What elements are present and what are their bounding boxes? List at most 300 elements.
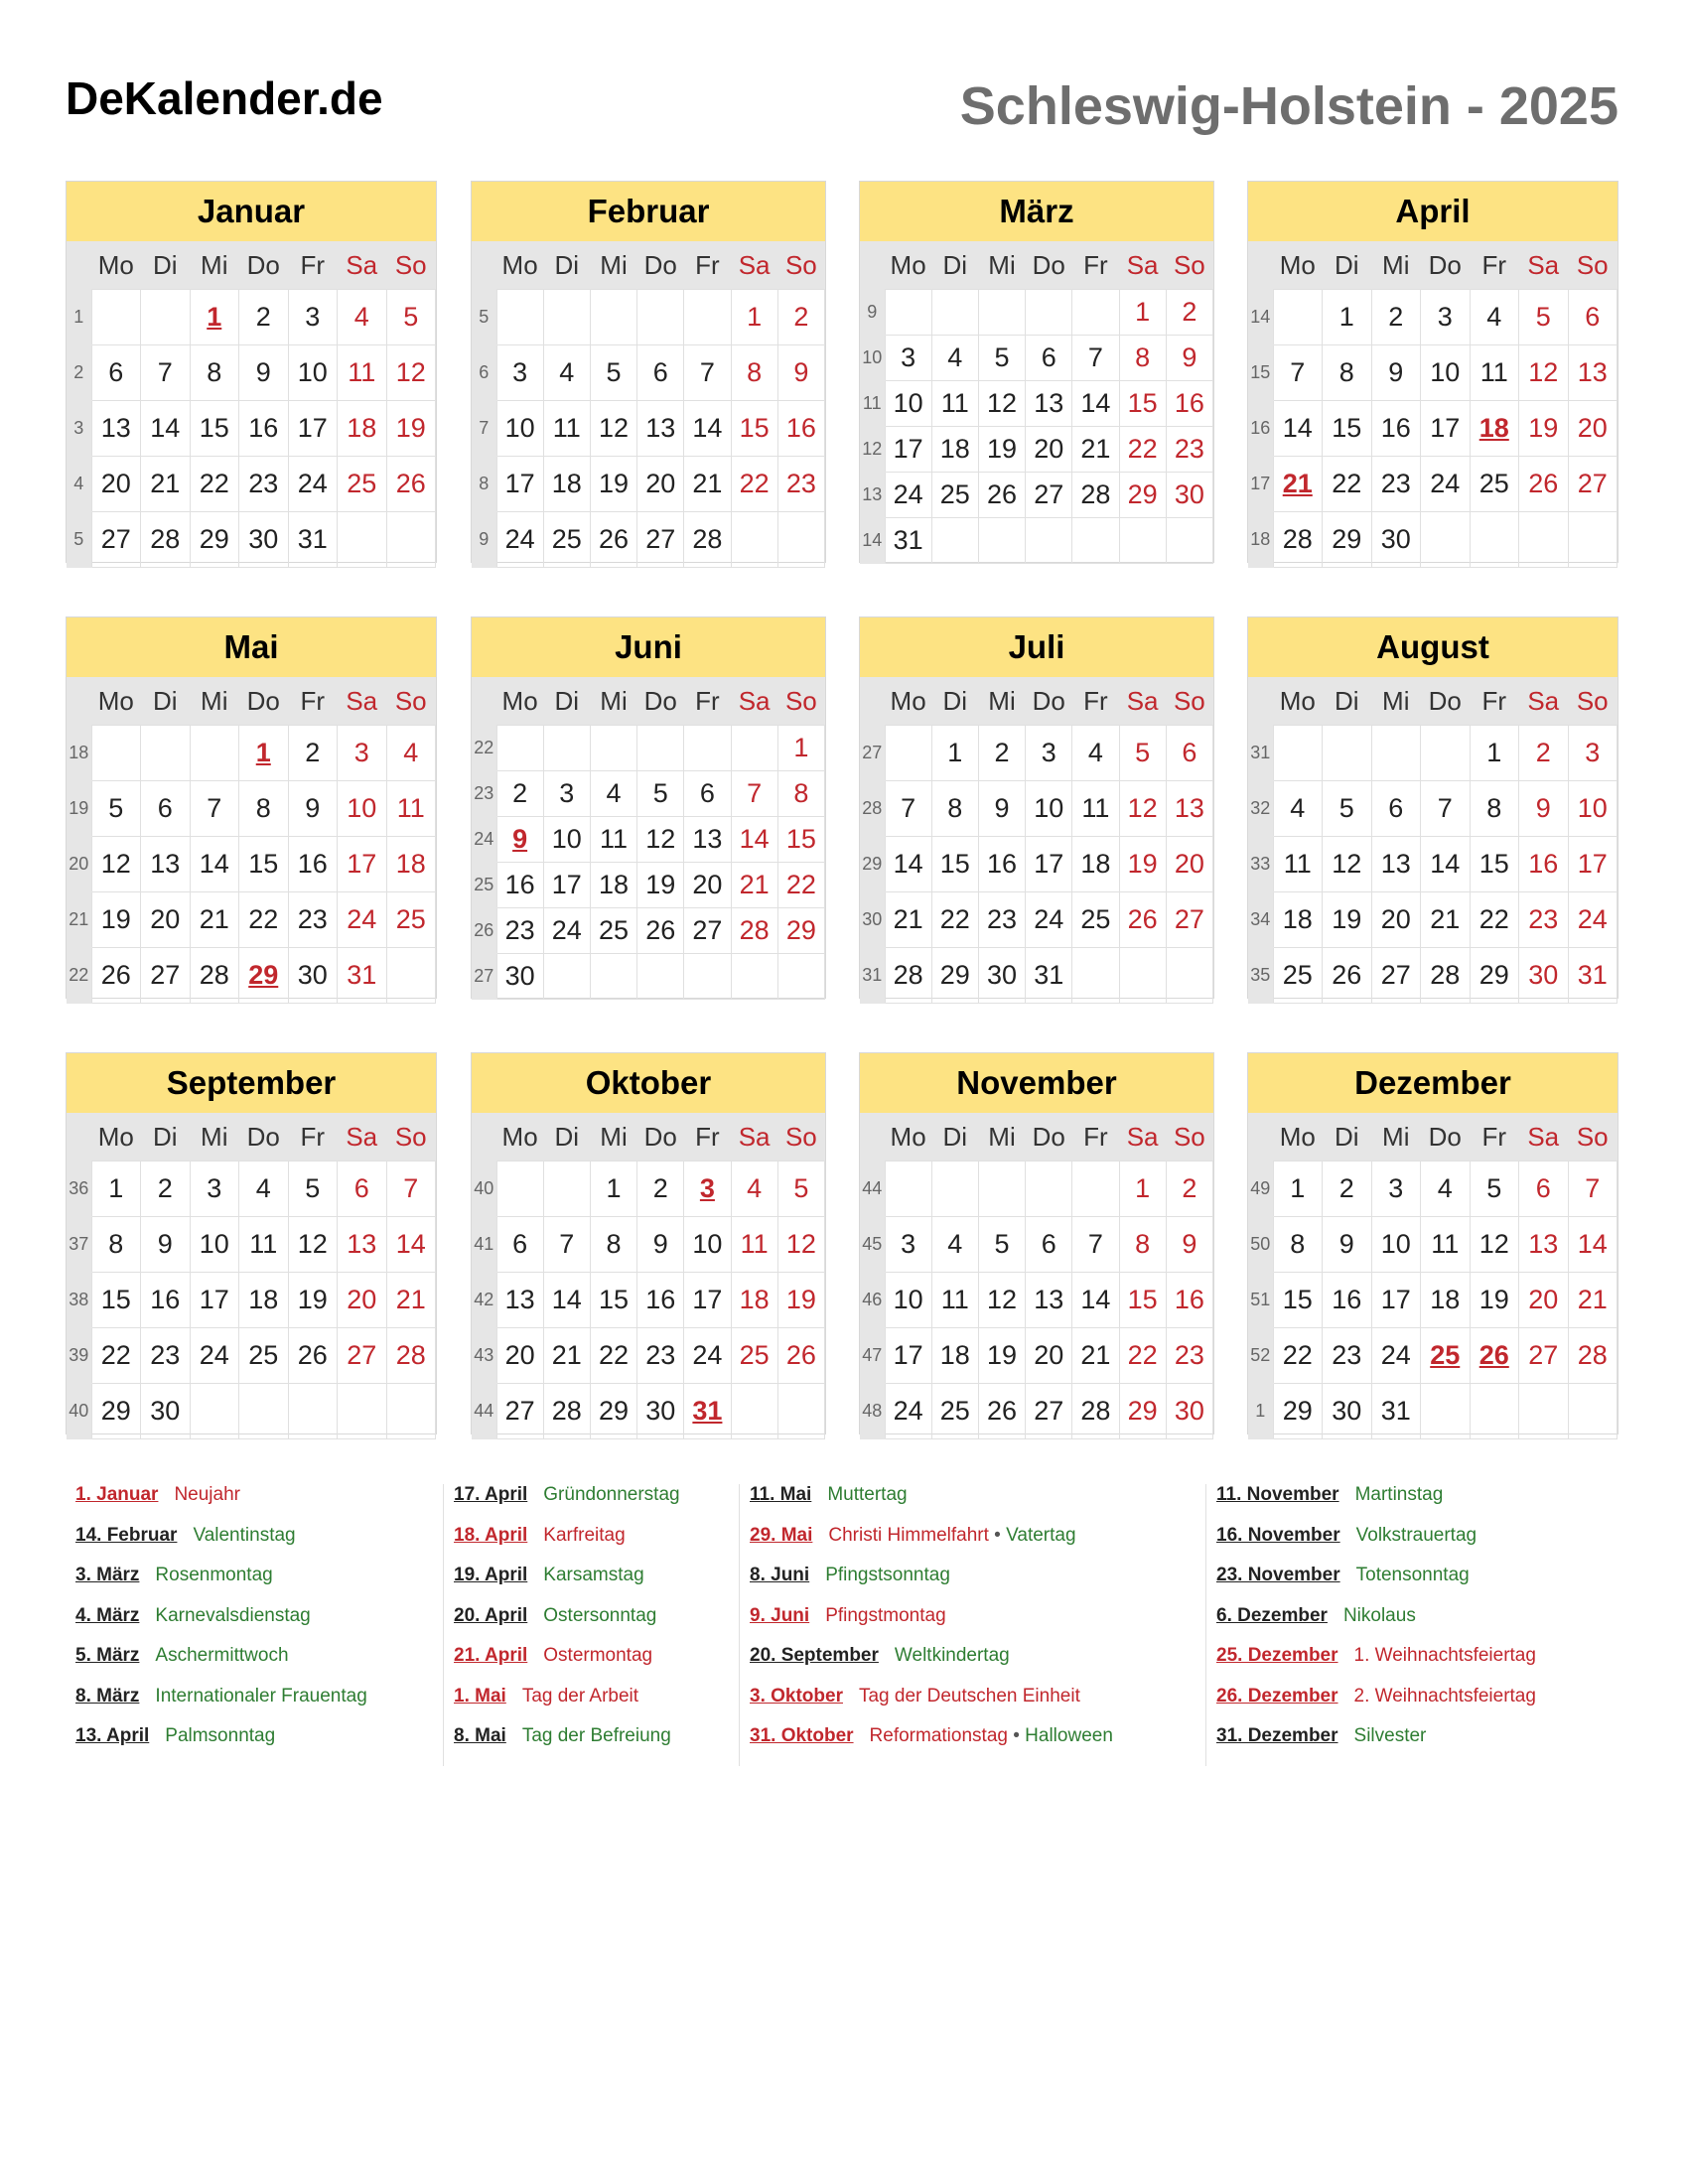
day-cell: 23 xyxy=(1166,427,1212,473)
empty-day-cell xyxy=(1470,1384,1519,1439)
legend-item xyxy=(750,1725,1113,1766)
day-cell: 15 xyxy=(777,817,824,863)
day-cell: 18 xyxy=(239,1273,289,1328)
day-cell: 11 xyxy=(1273,837,1323,892)
day-cell: 15 xyxy=(931,837,978,892)
legend-item xyxy=(75,1484,367,1525)
weekday-header: Do xyxy=(239,241,289,290)
week-number: 13 xyxy=(860,473,885,518)
day-cell: 28 xyxy=(885,948,931,1004)
day-cell: 25 xyxy=(1421,1328,1471,1384)
week-number-header xyxy=(472,241,496,290)
day-cell: 12 xyxy=(978,381,1025,427)
day-cell: 1 xyxy=(1119,1161,1166,1217)
week-number: 44 xyxy=(472,1384,496,1439)
day-cell: 6 xyxy=(91,345,141,401)
day-cell: 17 xyxy=(338,837,387,892)
legend-date: 20. September xyxy=(750,1645,879,1666)
weekday-header: Mi xyxy=(190,241,239,290)
day-cell: 16 xyxy=(496,863,543,908)
legend-holiday-name: 1. Weihnachtsfeiertag xyxy=(1353,1645,1536,1666)
legend-holiday-name: Internationaler Frauentag xyxy=(155,1685,367,1706)
legend-item xyxy=(750,1565,1113,1605)
day-cell: 10 xyxy=(190,1217,239,1273)
day-cell: 5 xyxy=(637,771,684,817)
weekday-header: Mi xyxy=(190,677,239,726)
day-cell: 23 xyxy=(637,1328,684,1384)
day-cell: 3 xyxy=(288,290,338,345)
day-cell: 24 xyxy=(1421,457,1471,512)
legend-item xyxy=(1216,1565,1536,1605)
day-cell: 8 xyxy=(1119,1217,1166,1273)
empty-day-cell xyxy=(684,726,731,771)
week-number: 14 xyxy=(860,518,885,564)
week-number: 5 xyxy=(67,512,91,568)
day-cell: 2 xyxy=(1323,1161,1372,1217)
day-cell: 3 xyxy=(885,336,931,381)
empty-day-cell xyxy=(543,954,590,1000)
legend-item xyxy=(1216,1525,1536,1566)
day-cell: 13 xyxy=(496,1273,543,1328)
week-number: 28 xyxy=(860,781,885,837)
legend-date: 4. März xyxy=(75,1604,140,1626)
day-cell: 28 xyxy=(1568,1328,1618,1384)
empty-day-cell xyxy=(1166,948,1212,1004)
day-cell: 24 xyxy=(543,908,590,954)
day-cell: 18 xyxy=(386,837,436,892)
empty-day-cell xyxy=(386,948,436,1004)
day-cell: 30 xyxy=(141,1384,191,1439)
day-cell: 2 xyxy=(1519,726,1569,781)
weekday-header: So xyxy=(386,241,436,290)
day-cell: 31 xyxy=(288,512,338,568)
day-cell: 5 xyxy=(777,1161,824,1217)
day-cell: 22 xyxy=(190,457,239,512)
weekday-header: Mo xyxy=(496,1113,543,1161)
empty-day-cell xyxy=(1072,518,1119,564)
month-januar xyxy=(66,181,437,563)
day-cell: 12 xyxy=(978,1273,1025,1328)
day-cell: 31 xyxy=(885,518,931,564)
legend-date: 8. Juni xyxy=(750,1565,810,1585)
day-cell: 24 xyxy=(190,1328,239,1384)
day-cell: 22 xyxy=(1323,457,1372,512)
empty-day-cell xyxy=(1273,726,1323,781)
day-cell: 19 xyxy=(637,863,684,908)
empty-day-cell xyxy=(386,512,436,568)
day-cell: 13 xyxy=(338,1217,387,1273)
week-number: 17 xyxy=(1248,457,1273,512)
week-number: 29 xyxy=(860,837,885,892)
legend-holiday-name: Tag der Befreiung xyxy=(521,1725,671,1746)
day-cell: 25 xyxy=(731,1328,777,1384)
week-number: 19 xyxy=(67,781,91,837)
day-cell: 7 xyxy=(543,1217,590,1273)
weekday-header: Mo xyxy=(885,677,931,726)
legend-item xyxy=(454,1645,680,1686)
day-cell: 27 xyxy=(496,1384,543,1439)
day-cell: 6 xyxy=(338,1161,387,1217)
week-number: 41 xyxy=(472,1217,496,1273)
day-cell: 30 xyxy=(1519,948,1569,1004)
week-number: 27 xyxy=(860,726,885,781)
day-cell: 11 xyxy=(1421,1217,1471,1273)
empty-day-cell xyxy=(931,1161,978,1217)
week-number: 21 xyxy=(67,892,91,948)
day-cell: 10 xyxy=(885,1273,931,1328)
legend-holiday-name: Valentinstag xyxy=(193,1524,296,1546)
weekday-header: Fr xyxy=(288,1113,338,1161)
day-cell: 15 xyxy=(1119,1273,1166,1328)
day-cell: 8 xyxy=(731,345,777,401)
day-cell: 23 xyxy=(141,1328,191,1384)
day-cell: 25 xyxy=(239,1328,289,1384)
day-cell: 28 xyxy=(543,1384,590,1439)
day-cell: 21 xyxy=(190,892,239,948)
day-cell: 9 xyxy=(637,1217,684,1273)
day-cell: 3 xyxy=(543,771,590,817)
week-number-header xyxy=(472,1113,496,1161)
day-cell: 29 xyxy=(1119,473,1166,518)
week-number: 32 xyxy=(1248,781,1273,837)
weekday-header: Do xyxy=(637,1113,684,1161)
empty-day-cell xyxy=(978,290,1025,336)
weekday-header: Sa xyxy=(1519,1113,1569,1161)
day-cell: 4 xyxy=(1470,290,1519,345)
empty-day-cell xyxy=(1371,726,1421,781)
day-cell: 18 xyxy=(338,401,387,457)
day-cell: 12 xyxy=(777,1217,824,1273)
weekday-header: Mo xyxy=(91,1113,141,1161)
legend-item xyxy=(454,1605,680,1646)
day-cell: 7 xyxy=(1273,345,1323,401)
day-cell: 27 xyxy=(1568,457,1618,512)
day-cell: 24 xyxy=(885,1384,931,1439)
empty-day-cell xyxy=(590,954,636,1000)
day-cell: 16 xyxy=(1323,1273,1372,1328)
week-number: 7 xyxy=(472,401,496,457)
week-number: 38 xyxy=(67,1273,91,1328)
legend-item xyxy=(1216,1725,1536,1766)
day-cell: 20 xyxy=(496,1328,543,1384)
day-cell: 16 xyxy=(239,401,289,457)
week-number: 3 xyxy=(67,401,91,457)
legend-date: 1. Januar xyxy=(75,1484,159,1505)
day-cell: 31 xyxy=(338,948,387,1004)
day-cell: 1 xyxy=(1470,726,1519,781)
day-cell: 18 xyxy=(1470,401,1519,457)
empty-day-cell xyxy=(496,290,543,345)
week-number: 27 xyxy=(472,954,496,1000)
day-cell: 19 xyxy=(91,892,141,948)
week-number: 49 xyxy=(1248,1161,1273,1217)
empty-day-cell xyxy=(978,518,1025,564)
day-cell: 30 xyxy=(637,1384,684,1439)
weekday-header: So xyxy=(777,241,824,290)
day-cell: 15 xyxy=(1323,401,1372,457)
day-cell: 28 xyxy=(141,512,191,568)
legend-date: 29. Mai xyxy=(750,1524,813,1546)
week-number: 15 xyxy=(1248,345,1273,401)
day-cell: 16 xyxy=(288,837,338,892)
day-cell: 11 xyxy=(386,781,436,837)
day-cell: 7 xyxy=(1072,336,1119,381)
day-cell: 11 xyxy=(590,817,636,863)
legend-holiday-name: Karsamstag xyxy=(543,1565,644,1585)
day-cell: 1 xyxy=(1323,290,1372,345)
day-cell: 31 xyxy=(1568,948,1618,1004)
day-cell: 6 xyxy=(684,771,731,817)
legend-holiday-name: Rosenmontag xyxy=(155,1565,273,1585)
empty-day-cell xyxy=(288,1384,338,1439)
day-cell: 15 xyxy=(239,837,289,892)
day-cell: 16 xyxy=(777,401,824,457)
legend-date: 31. Oktober xyxy=(750,1725,854,1746)
weekday-header: Fr xyxy=(684,241,731,290)
legend-holiday-name: Nikolaus xyxy=(1342,1604,1416,1626)
legend-date: 20. April xyxy=(454,1604,528,1626)
day-cell: 6 xyxy=(1026,1217,1072,1273)
day-cell: 26 xyxy=(1519,457,1569,512)
day-cell: 22 xyxy=(1119,427,1166,473)
empty-day-cell xyxy=(637,290,684,345)
empty-day-cell xyxy=(731,954,777,1000)
day-cell: 17 xyxy=(885,427,931,473)
day-cell: 17 xyxy=(1371,1273,1421,1328)
day-cell: 20 xyxy=(91,457,141,512)
day-cell: 16 xyxy=(141,1273,191,1328)
day-cell: 12 xyxy=(1323,837,1372,892)
day-cell: 10 xyxy=(885,381,931,427)
day-cell: 6 xyxy=(496,1217,543,1273)
day-cell: 13 xyxy=(141,837,191,892)
empty-day-cell xyxy=(777,512,824,568)
day-cell: 2 xyxy=(496,771,543,817)
legend-date: 9. Juni xyxy=(750,1604,810,1626)
day-cell: 26 xyxy=(386,457,436,512)
legend-column xyxy=(1205,1484,1536,1766)
day-cell: 19 xyxy=(288,1273,338,1328)
legend-holiday-name: Volkstrauertag xyxy=(1355,1524,1477,1546)
legend-date: 26. Dezember xyxy=(1216,1685,1338,1706)
weekday-header: So xyxy=(1166,241,1212,290)
day-cell: 18 xyxy=(1273,892,1323,948)
legend-date: 5. März xyxy=(75,1645,140,1666)
day-cell: 24 xyxy=(288,457,338,512)
day-cell: 5 xyxy=(386,290,436,345)
day-cell: 19 xyxy=(1519,401,1569,457)
day-cell: 6 xyxy=(637,345,684,401)
month-märz xyxy=(859,181,1214,563)
day-cell: 13 xyxy=(1166,781,1212,837)
day-cell: 23 xyxy=(1166,1328,1212,1384)
legend-holiday-name: Reformationstag xyxy=(869,1725,1008,1746)
day-cell: 27 xyxy=(1026,1384,1072,1439)
month-september xyxy=(66,1052,437,1434)
legend-date: 3. März xyxy=(75,1565,140,1585)
legend-item xyxy=(1216,1484,1536,1525)
day-cell: 4 xyxy=(931,1217,978,1273)
empty-day-cell xyxy=(1519,512,1569,568)
day-cell: 25 xyxy=(1470,457,1519,512)
weekday-header: Sa xyxy=(1519,241,1569,290)
legend-date: 18. April xyxy=(454,1524,528,1546)
legend-holiday-name: Ostersonntag xyxy=(543,1604,657,1626)
day-cell: 10 xyxy=(1026,781,1072,837)
legend-item xyxy=(1216,1686,1536,1726)
day-cell: 1 xyxy=(777,726,824,771)
day-cell: 14 xyxy=(1072,381,1119,427)
month-dezember xyxy=(1247,1052,1618,1434)
day-cell: 26 xyxy=(637,908,684,954)
empty-day-cell xyxy=(543,290,590,345)
weekday-header: Fr xyxy=(684,1113,731,1161)
week-number: 26 xyxy=(472,908,496,954)
legend-date: 8. Mai xyxy=(454,1725,506,1746)
day-cell: 6 xyxy=(1568,290,1618,345)
day-cell: 5 xyxy=(288,1161,338,1217)
weekday-header: Do xyxy=(637,677,684,726)
day-cell: 17 xyxy=(496,457,543,512)
legend-holiday-name: Ostermontag xyxy=(543,1645,653,1666)
day-cell: 5 xyxy=(91,781,141,837)
day-cell: 26 xyxy=(590,512,636,568)
day-cell: 21 xyxy=(684,457,731,512)
weekday-header: Mo xyxy=(91,677,141,726)
day-cell: 10 xyxy=(1421,345,1471,401)
day-cell: 16 xyxy=(978,837,1025,892)
weekday-header: Mi xyxy=(978,677,1025,726)
weekday-header: Sa xyxy=(1119,1113,1166,1161)
empty-day-cell xyxy=(338,1384,387,1439)
day-cell: 28 xyxy=(190,948,239,1004)
day-cell: 30 xyxy=(978,948,1025,1004)
day-cell: 30 xyxy=(239,512,289,568)
legend-holiday-name: Aschermittwoch xyxy=(155,1645,289,1666)
day-cell: 28 xyxy=(1072,473,1119,518)
day-cell: 2 xyxy=(777,290,824,345)
day-cell: 10 xyxy=(684,1217,731,1273)
legend-holiday-name: Vatertag xyxy=(1006,1524,1076,1546)
weekday-header: Di xyxy=(931,241,978,290)
weekday-header: Mo xyxy=(1273,677,1323,726)
day-cell: 15 xyxy=(1273,1273,1323,1328)
empty-day-cell xyxy=(1072,1161,1119,1217)
day-cell: 22 xyxy=(1470,892,1519,948)
day-cell: 15 xyxy=(1470,837,1519,892)
day-cell: 19 xyxy=(978,1328,1025,1384)
month-title: Oktober xyxy=(472,1053,825,1113)
day-cell: 21 xyxy=(731,863,777,908)
day-cell: 15 xyxy=(1119,381,1166,427)
legend-item xyxy=(454,1725,680,1766)
weekday-header: Mi xyxy=(1371,1113,1421,1161)
day-cell: 2 xyxy=(1166,1161,1212,1217)
month-november xyxy=(859,1052,1214,1434)
day-cell: 9 xyxy=(978,781,1025,837)
day-cell: 9 xyxy=(1323,1217,1372,1273)
day-cell: 26 xyxy=(1323,948,1372,1004)
day-cell: 13 xyxy=(1371,837,1421,892)
day-cell: 6 xyxy=(1519,1161,1569,1217)
empty-day-cell xyxy=(777,1384,824,1439)
day-cell: 28 xyxy=(731,908,777,954)
week-number: 46 xyxy=(860,1273,885,1328)
day-cell: 24 xyxy=(1026,892,1072,948)
weekday-header: Sa xyxy=(1119,241,1166,290)
empty-day-cell xyxy=(731,512,777,568)
week-number: 50 xyxy=(1248,1217,1273,1273)
day-cell: 22 xyxy=(1119,1328,1166,1384)
day-cell: 1 xyxy=(1119,290,1166,336)
day-cell: 19 xyxy=(1470,1273,1519,1328)
day-cell: 24 xyxy=(1371,1328,1421,1384)
legend-item xyxy=(75,1605,367,1646)
legend-column xyxy=(443,1484,680,1766)
weekday-header: Sa xyxy=(338,241,387,290)
empty-day-cell xyxy=(1470,512,1519,568)
day-cell: 23 xyxy=(1519,892,1569,948)
day-cell: 18 xyxy=(1072,837,1119,892)
legend-date: 11. November xyxy=(1216,1484,1339,1505)
day-cell: 22 xyxy=(777,863,824,908)
weekday-header: Mo xyxy=(91,241,141,290)
empty-day-cell xyxy=(1421,1384,1471,1439)
weekday-header: Fr xyxy=(1470,241,1519,290)
day-cell: 7 xyxy=(731,771,777,817)
day-cell: 9 xyxy=(239,345,289,401)
week-number: 31 xyxy=(860,948,885,1004)
day-cell: 27 xyxy=(1166,892,1212,948)
day-cell: 21 xyxy=(543,1328,590,1384)
day-cell: 9 xyxy=(141,1217,191,1273)
week-number: 40 xyxy=(472,1161,496,1217)
week-number-header xyxy=(860,677,885,726)
day-cell: 19 xyxy=(1119,837,1166,892)
day-cell: 21 xyxy=(141,457,191,512)
week-number: 43 xyxy=(472,1328,496,1384)
day-cell: 25 xyxy=(931,473,978,518)
week-number: 44 xyxy=(860,1161,885,1217)
weekday-header: Fr xyxy=(1470,1113,1519,1161)
day-cell: 19 xyxy=(1323,892,1372,948)
day-cell: 17 xyxy=(684,1273,731,1328)
legend-item xyxy=(75,1686,367,1726)
month-oktober xyxy=(471,1052,826,1434)
week-number-header xyxy=(472,677,496,726)
month-title: Januar xyxy=(67,182,436,241)
day-cell: 1 xyxy=(239,726,289,781)
week-number: 33 xyxy=(1248,837,1273,892)
day-cell: 9 xyxy=(496,817,543,863)
day-cell: 6 xyxy=(1371,781,1421,837)
day-cell: 20 xyxy=(637,457,684,512)
day-cell: 26 xyxy=(1119,892,1166,948)
day-cell: 24 xyxy=(1568,892,1618,948)
day-cell: 3 xyxy=(885,1217,931,1273)
day-cell: 7 xyxy=(684,345,731,401)
day-cell: 19 xyxy=(590,457,636,512)
day-cell: 16 xyxy=(1166,381,1212,427)
legend-holiday-name: Palmsonntag xyxy=(165,1725,276,1746)
legend-item xyxy=(75,1645,367,1686)
weekday-header: Fr xyxy=(1470,677,1519,726)
week-number: 48 xyxy=(860,1384,885,1439)
day-cell: 2 xyxy=(1166,290,1212,336)
day-cell: 11 xyxy=(338,345,387,401)
empty-day-cell xyxy=(91,726,141,781)
day-cell: 3 xyxy=(496,345,543,401)
